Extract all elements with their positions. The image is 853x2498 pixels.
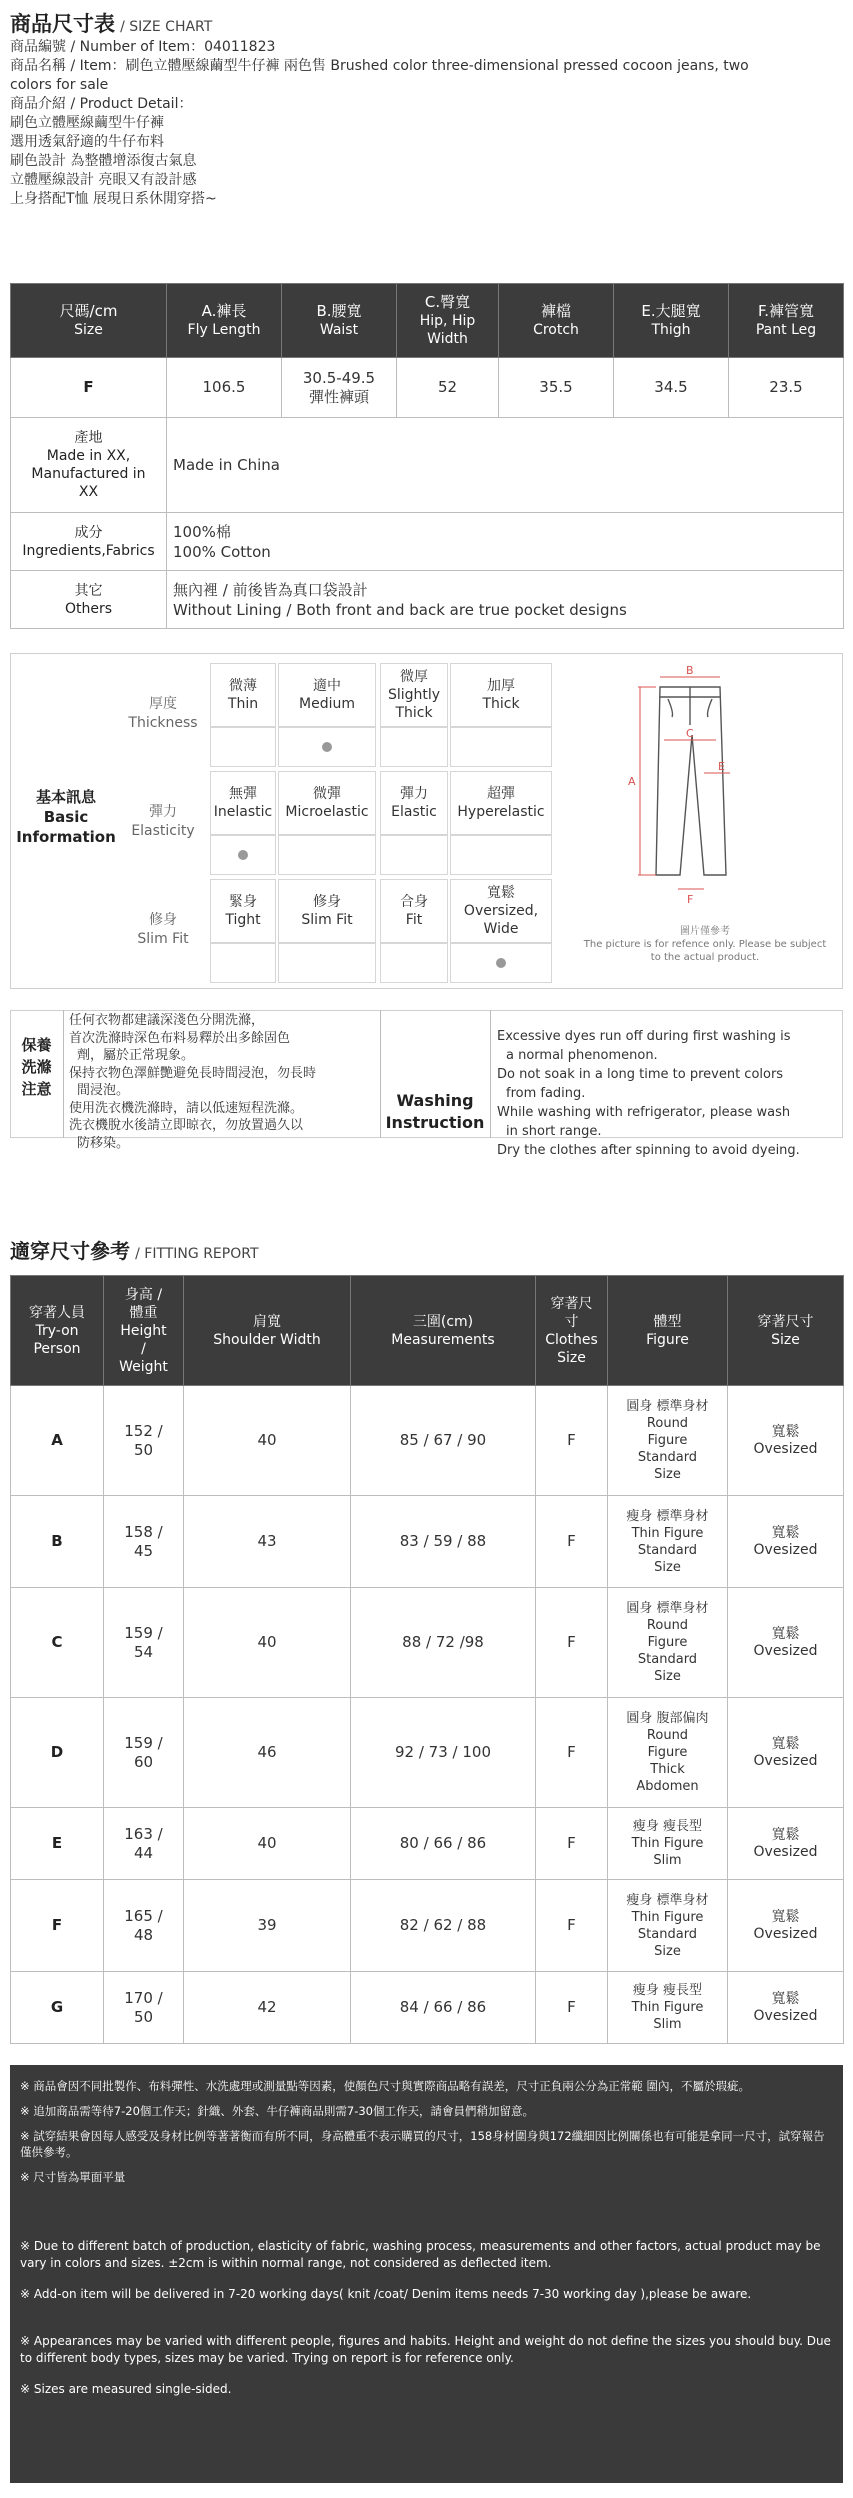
basic-option-select bbox=[210, 727, 276, 767]
basic-option-select bbox=[450, 943, 552, 983]
basic-option-select bbox=[380, 943, 448, 983]
fitting-subtitle: / FITTING REPORT bbox=[135, 1246, 259, 1262]
fitting-cell-person: F bbox=[11, 1880, 104, 1972]
size-table bbox=[10, 283, 844, 629]
fitting-cell-fit: 寬鬆 Ovesized bbox=[728, 1496, 844, 1588]
note-en: ※ Sizes are measured single-sided. bbox=[20, 2382, 232, 2396]
fitting-table bbox=[10, 1275, 844, 2044]
fitting-header-cell: 肩寬 Shoulder Width bbox=[184, 1276, 351, 1386]
size-header-en: Fly Length bbox=[187, 322, 261, 338]
basic-option-label: 適中 Medium bbox=[299, 678, 355, 712]
fitting-cell-hw: 158 / 45 bbox=[104, 1496, 184, 1588]
size-header-en: Thigh bbox=[651, 322, 691, 338]
fitting-cell-figure: 圓身 腹部偏肉 Round Figure Thick Abdomen bbox=[608, 1698, 728, 1808]
fitting-cell-person: G bbox=[11, 1972, 104, 2044]
header-line: 立體壓線設計 亮眼又有設計感 bbox=[10, 172, 197, 188]
note-en: ※ Add-on item will be delivered in 7-20 working days( knit /coat/ Denim items needs 7-30 working day ),please be aware. bbox=[20, 2287, 752, 2301]
size-cell: 52 bbox=[397, 358, 499, 418]
basic-option-label: 微彈 Microelastic bbox=[285, 786, 369, 820]
table-row bbox=[11, 1972, 844, 2044]
fitting-cell-hw: 163 / 44 bbox=[104, 1808, 184, 1880]
size-header-cell bbox=[729, 284, 844, 358]
basic-option-select bbox=[210, 835, 276, 875]
size-header-en: Hip, Hip Width bbox=[419, 313, 476, 347]
fitting-cell-figure: 瘦身 標準身材 Thin Figure Standard Size bbox=[608, 1880, 728, 1972]
table-row bbox=[11, 1496, 844, 1588]
page-title-row bbox=[10, 8, 845, 38]
fitting-cell-hw: 159 / 54 bbox=[104, 1588, 184, 1698]
basic-option-cell bbox=[278, 879, 376, 943]
basic-option-select bbox=[450, 835, 552, 875]
fitting-cell-hw: 165 / 48 bbox=[104, 1880, 184, 1972]
basic-option-select bbox=[278, 943, 376, 983]
fitting-cell-figure: 圓身 標準身材 Round Figure Standard Size bbox=[608, 1588, 728, 1698]
washing-en-item: Do not soak in a long time to prevent colors from fading. bbox=[497, 1067, 784, 1101]
fitting-cell-shoulder: 46 bbox=[184, 1698, 351, 1808]
fitting-header-cell: 身高 / 體重 Height / Weight bbox=[104, 1276, 184, 1386]
size-cell: 35.5 bbox=[499, 358, 614, 418]
washing-zh-item: 首次洗滌時深色布料易釋於出多餘固色 劑，屬於正常現象。 bbox=[69, 1030, 291, 1063]
notes-en bbox=[20, 2238, 835, 2398]
selected-dot-icon bbox=[322, 742, 332, 752]
fitting-cell-fit: 寬鬆 Ovesized bbox=[728, 1588, 844, 1698]
size-header-en: Pant Leg bbox=[755, 322, 817, 338]
fitting-cell-figure: 瘦身 瘦長型 Thin Figure Slim bbox=[608, 1972, 728, 2044]
basic-option-cell bbox=[380, 879, 448, 943]
pants-diagram bbox=[580, 665, 830, 965]
others-label: 其它 Others bbox=[11, 571, 167, 629]
fitting-cell-size: F bbox=[536, 1386, 608, 1496]
fitting-cell-size: F bbox=[536, 1808, 608, 1880]
table-row bbox=[11, 1386, 844, 1496]
basic-option-select bbox=[380, 727, 448, 767]
header-line: 商品名稱 / Item：刷色立體壓線繭型牛仔褲 兩色售 Brushed color three-dimensional pressed cocoon jeans, two bbox=[10, 58, 749, 74]
fitting-header bbox=[11, 1276, 844, 1386]
fitting-cell-hw: 170 / 50 bbox=[104, 1972, 184, 2044]
fitting-cell-meas: 82 / 62 / 88 bbox=[351, 1880, 536, 1972]
table-row bbox=[11, 1588, 844, 1698]
fitting-cell-size: F bbox=[536, 1880, 608, 1972]
origin-label: 產地 Made in XX, Manufactured in XX bbox=[11, 418, 167, 513]
size-header-cell bbox=[397, 284, 499, 358]
fitting-cell-hw: 159 / 60 bbox=[104, 1698, 184, 1808]
size-header-zh: 褲檔 bbox=[540, 302, 571, 320]
basic-option-label: 無彈 Inelastic bbox=[213, 786, 273, 820]
fitting-cell-size: F bbox=[536, 1972, 608, 2044]
fitting-cell-figure: 瘦身 瘦長型 Thin Figure Slim bbox=[608, 1808, 728, 1880]
washing-en-label: Washing Instruction bbox=[385, 1091, 485, 1132]
size-cell: 34.5 bbox=[614, 358, 729, 418]
fitting-cell-shoulder: 40 bbox=[184, 1808, 351, 1880]
washing-en-item: Excessive dyes run off during first washing is a normal phenomenon. bbox=[497, 1029, 791, 1063]
origin-row bbox=[11, 418, 844, 513]
header-line: 刷色設計 為整體增添復古氣息 bbox=[10, 153, 197, 169]
size-header-zh: 尺碼/cm bbox=[59, 302, 118, 320]
basic-option-cell bbox=[450, 879, 552, 943]
ingredients-value: 100%棉 100% Cotton bbox=[167, 513, 844, 571]
washing-en-list bbox=[494, 1027, 842, 1160]
fitting-cell-figure: 瘦身 標準身材 Thin Figure Standard Size bbox=[608, 1496, 728, 1588]
washing-zh-item: 洗衣機脫水後請立即晾衣，勿放置過久以 防移染。 bbox=[69, 1118, 304, 1151]
basic-option-label: 超彈 Hyperelastic bbox=[457, 786, 545, 820]
table-row bbox=[11, 1698, 844, 1808]
basic-option-label: 寬鬆 Oversized, Wide bbox=[463, 885, 539, 937]
basic-option-label: 微薄 Thin bbox=[227, 678, 259, 712]
diagram-note: 圖片僅參考 The picture is for refence only. Please be subject to the actual product. bbox=[583, 926, 827, 963]
basic-option-label: 加厚 Thick bbox=[482, 678, 520, 712]
note-en: ※ Due to different batch of production, elasticity of fabric, washing process, measurements and other factors, actual product may be vary in colors and sizes. ±2cm is within normal range, not considered as deflected item. bbox=[20, 2239, 821, 2270]
basic-option-label: 修身 Slim Fit bbox=[301, 894, 353, 928]
fitting-cell-meas: 92 / 73 / 100 bbox=[351, 1698, 536, 1808]
size-header-en: Crotch bbox=[533, 322, 579, 338]
basic-option-cell bbox=[210, 663, 276, 727]
washing-zh-item: 使用洗衣機洗滌時，請以低速短程洗滌。 bbox=[69, 1100, 304, 1116]
fitting-cell-shoulder: 40 bbox=[184, 1386, 351, 1496]
fitting-cell-shoulder: 39 bbox=[184, 1880, 351, 1972]
washing-en-item: Dry the clothes after spinning to avoid dyeing. bbox=[497, 1143, 800, 1158]
basic-option-cell bbox=[278, 771, 376, 835]
basic-option-select bbox=[210, 943, 276, 983]
header-line: 上身搭配T恤 展現日系休閒穿搭~ bbox=[10, 191, 217, 207]
fitting-header-cell: 體型 Figure bbox=[608, 1276, 728, 1386]
fitting-cell-fit: 寬鬆 Ovesized bbox=[728, 1972, 844, 2044]
basic-option-select bbox=[450, 727, 552, 767]
fitting-cell-shoulder: 42 bbox=[184, 1972, 351, 2044]
header bbox=[10, 8, 845, 209]
fitting-cell-size: F bbox=[536, 1496, 608, 1588]
basic-row-label: 修身 Slim Fit bbox=[137, 912, 189, 947]
fitting-cell-meas: 85 / 67 / 90 bbox=[351, 1386, 536, 1496]
fitting-cell-person: E bbox=[11, 1808, 104, 1880]
basic-option-cell bbox=[450, 771, 552, 835]
basic-option-select bbox=[278, 835, 376, 875]
fitting-cell-fit: 寬鬆 Ovesized bbox=[728, 1808, 844, 1880]
fitting-title: 適穿尺寸參考 bbox=[10, 1239, 130, 1263]
diagram-label-b: B bbox=[686, 665, 694, 677]
note-zh: ※ 試穿結果會因每人感受及身材比例等著著衡而有所不同，身高體重不表示購買的尺寸，158身材圍身與172纖細因比例關係也有可能是拿同一尺寸，試穿報告僅供參考。 bbox=[20, 2129, 825, 2159]
basic-option-cell bbox=[278, 663, 376, 727]
header-line: 選用透氣舒適的牛仔布料 bbox=[10, 134, 164, 150]
size-header-zh: B.腰寬 bbox=[316, 302, 362, 320]
size-header-cell bbox=[499, 284, 614, 358]
header-line: colors for sale bbox=[10, 77, 109, 93]
basic-option-cell bbox=[210, 879, 276, 943]
size-cell: 23.5 bbox=[729, 358, 844, 418]
fitting-cell-hw: 152 / 50 bbox=[104, 1386, 184, 1496]
fitting-cell-shoulder: 43 bbox=[184, 1496, 351, 1588]
size-cell: F bbox=[11, 358, 167, 418]
size-header-zh: E.大腿寬 bbox=[641, 302, 701, 320]
fitting-cell-person: A bbox=[11, 1386, 104, 1496]
diagram-label-e: E bbox=[718, 760, 725, 773]
basic-option-label: 微厚 Slightly Thick bbox=[387, 669, 441, 721]
basic-option-cell bbox=[380, 771, 448, 835]
diagram-label-f: F bbox=[687, 893, 694, 906]
fitting-header-cell: 三圍(cm) Measurements bbox=[351, 1276, 536, 1386]
diagram-label-c: C bbox=[686, 727, 694, 740]
size-header-en: Waist bbox=[319, 322, 359, 338]
fitting-title-row bbox=[10, 1235, 259, 1264]
note-en: ※ Appearances may be varied with different people, figures and habits. Height and weight do not define the sizes you should buy. Due to different body types, sizes may be varied. Trying on report is for reference only. bbox=[20, 2334, 831, 2365]
size-table-row bbox=[11, 358, 844, 418]
size-cell: 106.5 bbox=[167, 358, 282, 418]
fitting-cell-shoulder: 40 bbox=[184, 1588, 351, 1698]
basic-option-label: 合身 Fit bbox=[400, 894, 428, 928]
fitting-cell-size: F bbox=[536, 1698, 608, 1808]
table-row bbox=[11, 1808, 844, 1880]
fitting-header-cell: 穿著人員 Try-on Person bbox=[11, 1276, 104, 1386]
basic-row-label: 彈力 Elasticity bbox=[131, 804, 195, 839]
selected-dot-icon bbox=[496, 958, 506, 968]
size-header-cell bbox=[167, 284, 282, 358]
note-zh: ※ 尺寸皆為單面平量 bbox=[20, 2170, 126, 2184]
washing-zh-item: 保持衣物色澤鮮艷避免長時間浸泡，勿長時 間浸泡。 bbox=[69, 1065, 317, 1098]
header-line: 商品編號 / Number of Item：04011823 bbox=[10, 39, 276, 55]
header-line: 商品介紹 / Product Detail： bbox=[10, 96, 193, 112]
others-row bbox=[11, 571, 844, 629]
washing-zh-list bbox=[67, 1012, 379, 1152]
header-line: 刷色立體壓線繭型牛仔褲 bbox=[10, 115, 164, 131]
note-zh: ※ 商品會因不同批製作、布料彈性、水洗處理或測量點等因素，使顏色尺寸與實際商品略有誤差，尺寸正負兩公分為正常範 圍內，不屬於瑕疵。 bbox=[20, 2079, 750, 2093]
basic-option-cell bbox=[210, 771, 276, 835]
fitting-cell-meas: 84 / 66 / 86 bbox=[351, 1972, 536, 2044]
note-zh: ※ 追加商品需等待7-20個工作天；針織、外套、牛仔褲商品則需7-30個工作天，請會員們稍加留意。 bbox=[20, 2104, 534, 2118]
table-row bbox=[11, 1880, 844, 1972]
size-header-cell bbox=[614, 284, 729, 358]
basic-option-label: 彈力 Elastic bbox=[391, 786, 437, 820]
size-header-cell bbox=[11, 284, 167, 358]
fitting-cell-person: D bbox=[11, 1698, 104, 1808]
notes-zh bbox=[20, 2078, 835, 2194]
fitting-cell-meas: 83 / 59 / 88 bbox=[351, 1496, 536, 1588]
basic-option-label: 緊身 Tight bbox=[225, 894, 261, 928]
basic-option-cell bbox=[380, 663, 448, 727]
basic-row-label: 厚度 Thickness bbox=[128, 696, 198, 731]
fitting-cell-size: F bbox=[536, 1588, 608, 1698]
size-header-zh: A.褲長 bbox=[201, 302, 247, 320]
basic-option-select bbox=[278, 727, 376, 767]
size-header-en: Size bbox=[74, 322, 103, 338]
fitting-cell-meas: 88 / 72 /98 bbox=[351, 1588, 536, 1698]
origin-value: Made in China bbox=[167, 418, 844, 513]
ingredients-row bbox=[11, 513, 844, 571]
fitting-header-cell: 穿著尺寸 Size bbox=[728, 1276, 844, 1386]
page-title: 商品尺寸表 bbox=[10, 12, 115, 36]
washing-zh-label: 保養 洗滌 注意 bbox=[21, 1036, 52, 1098]
fitting-cell-person: B bbox=[11, 1496, 104, 1588]
washing-en-item: While washing with refrigerator, please wash in short range. bbox=[497, 1105, 791, 1139]
washing-zh-item: 任何衣物都建議深淺色分開洗滌， bbox=[69, 1013, 265, 1028]
fitting-cell-figure: 圓身 標準身材 Round Figure Standard Size bbox=[608, 1386, 728, 1496]
fitting-cell-fit: 寬鬆 Ovesized bbox=[728, 1386, 844, 1496]
diagram-label-a: A bbox=[628, 775, 636, 788]
selected-dot-icon bbox=[238, 850, 248, 860]
fitting-cell-fit: 寬鬆 Ovesized bbox=[728, 1698, 844, 1808]
page-subtitle: / SIZE CHART bbox=[120, 19, 213, 35]
size-cell: 30.5-49.5 彈性褲頭 bbox=[282, 358, 397, 418]
ingredients-label: 成分 Ingredients,Fabrics bbox=[11, 513, 167, 571]
size-table-header bbox=[11, 284, 844, 358]
size-header-zh: C.臀寬 bbox=[424, 293, 471, 311]
fitting-cell-fit: 寬鬆 Ovesized bbox=[728, 1880, 844, 1972]
basic-option-cell bbox=[450, 663, 552, 727]
others-value: 無內裡 / 前後皆為真口袋設計 Without Lining / Both front and back are true pocket designs bbox=[167, 571, 844, 629]
basic-option-select bbox=[380, 835, 448, 875]
basic-info-title: 基本訊息 Basic Information bbox=[16, 788, 116, 846]
fitting-header-cell: 穿著尺 寸 Clothes Size bbox=[536, 1276, 608, 1386]
fitting-cell-meas: 80 / 66 / 86 bbox=[351, 1808, 536, 1880]
size-header-cell bbox=[282, 284, 397, 358]
size-header-zh: F.褲管寬 bbox=[758, 302, 814, 320]
fitting-cell-person: C bbox=[11, 1588, 104, 1698]
product-detail bbox=[10, 38, 845, 209]
